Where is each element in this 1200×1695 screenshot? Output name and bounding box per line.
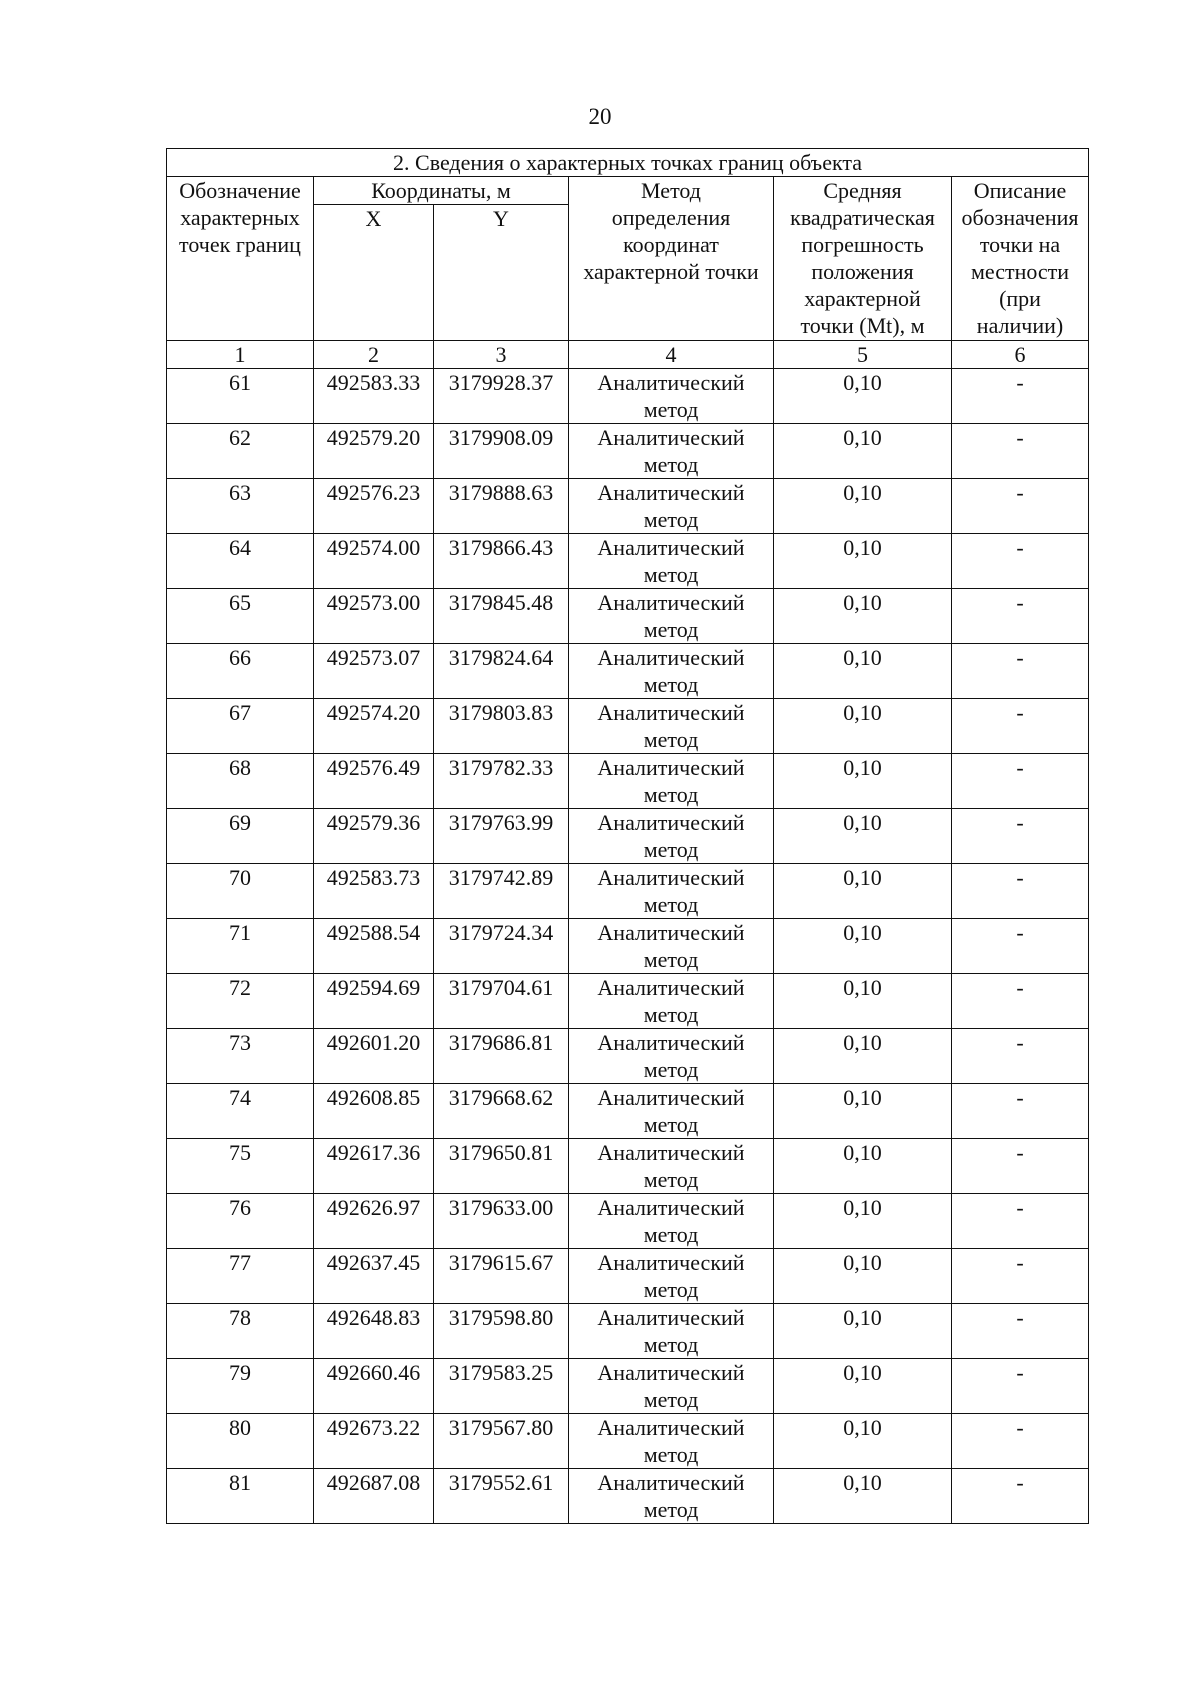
table-row	[167, 369, 1089, 424]
method-line: Аналитический	[597, 1360, 745, 1385]
header-description	[952, 177, 1089, 341]
method-line: метод	[643, 1387, 699, 1412]
method-line: Аналитический	[597, 810, 745, 835]
coord-x: 492576.23	[314, 479, 434, 534]
method-cell	[569, 479, 774, 534]
description-value: -	[952, 479, 1089, 534]
description-value: -	[952, 369, 1089, 424]
header-error-line: квадратическая	[790, 205, 935, 230]
error-value: 0,10	[774, 1084, 952, 1139]
method-line: метод	[643, 1497, 699, 1522]
coord-x: 492576.49	[314, 754, 434, 809]
description-value: -	[952, 1359, 1089, 1414]
header-error-line: характерной	[804, 286, 921, 311]
coord-y: 3179598.80	[434, 1304, 569, 1359]
header-y: Y	[434, 205, 569, 341]
table-row	[167, 1304, 1089, 1359]
description-value: -	[952, 1414, 1089, 1469]
header-description-line: наличии)	[976, 313, 1064, 338]
column-number: 2	[314, 341, 434, 369]
method-line: метод	[643, 1442, 699, 1467]
coord-y: 3179888.63	[434, 479, 569, 534]
error-value: 0,10	[774, 479, 952, 534]
error-value: 0,10	[774, 644, 952, 699]
table-row	[167, 1194, 1089, 1249]
point-id: 70	[167, 864, 314, 919]
method-line: Аналитический	[597, 370, 745, 395]
point-id: 81	[167, 1469, 314, 1524]
method-line: Аналитический	[597, 590, 745, 615]
description-value: -	[952, 754, 1089, 809]
description-value: -	[952, 424, 1089, 479]
coord-x: 492574.20	[314, 699, 434, 754]
coord-x: 492579.36	[314, 809, 434, 864]
method-line: Аналитический	[597, 920, 745, 945]
header-coordinates: Координаты, м	[314, 177, 569, 205]
header-method-line: характерной точки	[583, 259, 759, 284]
method-line: метод	[643, 562, 699, 587]
coord-y: 3179567.80	[434, 1414, 569, 1469]
method-cell	[569, 754, 774, 809]
header-method-line: определения	[611, 205, 731, 230]
method-line: метод	[643, 837, 699, 862]
table-title-row	[167, 149, 1089, 177]
boundary-points-table	[166, 148, 1089, 1524]
method-line: метод	[643, 782, 699, 807]
column-number: 5	[774, 341, 952, 369]
point-id: 66	[167, 644, 314, 699]
coord-y: 3179782.33	[434, 754, 569, 809]
point-id: 68	[167, 754, 314, 809]
method-line: Аналитический	[597, 535, 745, 560]
description-value: -	[952, 919, 1089, 974]
description-value: -	[952, 974, 1089, 1029]
coord-x: 492573.00	[314, 589, 434, 644]
error-value: 0,10	[774, 1359, 952, 1414]
description-value: -	[952, 809, 1089, 864]
method-cell	[569, 1084, 774, 1139]
method-line: Аналитический	[597, 700, 745, 725]
method-line: метод	[643, 727, 699, 752]
error-value: 0,10	[774, 1469, 952, 1524]
table-row	[167, 1029, 1089, 1084]
coord-y: 3179552.61	[434, 1469, 569, 1524]
method-line: метод	[643, 1002, 699, 1027]
description-value: -	[952, 1249, 1089, 1304]
coord-y: 3179704.61	[434, 974, 569, 1029]
header-description-line: местности	[970, 259, 1070, 284]
method-cell	[569, 1414, 774, 1469]
error-value: 0,10	[774, 809, 952, 864]
coord-x: 492617.36	[314, 1139, 434, 1194]
coord-x: 492573.07	[314, 644, 434, 699]
point-id: 71	[167, 919, 314, 974]
description-value: -	[952, 589, 1089, 644]
error-value: 0,10	[774, 974, 952, 1029]
coord-x: 492687.08	[314, 1469, 434, 1524]
error-value: 0,10	[774, 1414, 952, 1469]
method-line: метод	[643, 1277, 699, 1302]
table-row	[167, 1249, 1089, 1304]
method-line: метод	[643, 947, 699, 972]
header-method-line: Метод	[641, 178, 701, 203]
column-number: 4	[569, 341, 774, 369]
description-value: -	[952, 1139, 1089, 1194]
error-value: 0,10	[774, 589, 952, 644]
error-value: 0,10	[774, 919, 952, 974]
method-line: Аналитический	[597, 645, 745, 670]
header-method-line: координат	[623, 232, 719, 257]
method-cell	[569, 1139, 774, 1194]
page-number: 20	[588, 104, 612, 129]
coord-y: 3179824.64	[434, 644, 569, 699]
coord-x: 492583.33	[314, 369, 434, 424]
description-value: -	[952, 644, 1089, 699]
coord-x: 492637.45	[314, 1249, 434, 1304]
coord-x: 492608.85	[314, 1084, 434, 1139]
error-value: 0,10	[774, 864, 952, 919]
coord-y: 3179928.37	[434, 369, 569, 424]
method-cell	[569, 1029, 774, 1084]
point-id: 73	[167, 1029, 314, 1084]
description-value: -	[952, 1469, 1089, 1524]
point-id: 74	[167, 1084, 314, 1139]
header-description-line: (при	[999, 286, 1041, 311]
method-line: метод	[643, 1167, 699, 1192]
table-row	[167, 534, 1089, 589]
header-description-line: обозначения	[961, 205, 1079, 230]
coord-y: 3179650.81	[434, 1139, 569, 1194]
table-title: 2. Сведения о характерных точках границ объекта	[167, 149, 1089, 177]
error-value: 0,10	[774, 369, 952, 424]
method-line: Аналитический	[597, 425, 745, 450]
method-line: Аналитический	[597, 975, 745, 1000]
method-cell	[569, 974, 774, 1029]
column-number: 3	[434, 341, 569, 369]
coord-x: 492601.20	[314, 1029, 434, 1084]
point-id: 77	[167, 1249, 314, 1304]
header-description-line: Описание	[973, 178, 1067, 203]
method-cell	[569, 369, 774, 424]
table-row	[167, 699, 1089, 754]
method-line: метод	[643, 1222, 699, 1247]
header-method	[569, 177, 774, 341]
header-designation	[167, 177, 314, 341]
column-number: 1	[167, 341, 314, 369]
coord-x: 492588.54	[314, 919, 434, 974]
error-value: 0,10	[774, 1304, 952, 1359]
description-value: -	[952, 1194, 1089, 1249]
point-id: 67	[167, 699, 314, 754]
coord-x: 492583.73	[314, 864, 434, 919]
header-error-line: положения	[811, 259, 914, 284]
header-designation-line: характерных	[180, 205, 300, 230]
method-line: Аналитический	[597, 1085, 745, 1110]
error-value: 0,10	[774, 1194, 952, 1249]
coord-y: 3179742.89	[434, 864, 569, 919]
table-row	[167, 1414, 1089, 1469]
method-line: метод	[643, 452, 699, 477]
point-id: 79	[167, 1359, 314, 1414]
point-id: 78	[167, 1304, 314, 1359]
header-error	[774, 177, 952, 341]
coord-y: 3179908.09	[434, 424, 569, 479]
header-description-line: точки на	[979, 232, 1061, 257]
table-row	[167, 424, 1089, 479]
description-value: -	[952, 534, 1089, 589]
coord-y: 3179668.62	[434, 1084, 569, 1139]
table-row	[167, 479, 1089, 534]
coord-y: 3179583.25	[434, 1359, 569, 1414]
method-line: метод	[643, 617, 699, 642]
header-error-line: погрешность	[801, 232, 924, 257]
description-value: -	[952, 699, 1089, 754]
method-line: метод	[643, 672, 699, 697]
table-row	[167, 1084, 1089, 1139]
coord-y: 3179686.81	[434, 1029, 569, 1084]
method-line: Аналитический	[597, 1415, 745, 1440]
point-id: 80	[167, 1414, 314, 1469]
coord-x: 492673.22	[314, 1414, 434, 1469]
point-id: 64	[167, 534, 314, 589]
method-cell	[569, 589, 774, 644]
method-line: Аналитический	[597, 1140, 745, 1165]
point-id: 76	[167, 1194, 314, 1249]
method-cell	[569, 1194, 774, 1249]
point-id: 62	[167, 424, 314, 479]
error-value: 0,10	[774, 424, 952, 479]
error-value: 0,10	[774, 1139, 952, 1194]
method-line: метод	[643, 397, 699, 422]
coord-x: 492579.20	[314, 424, 434, 479]
coord-y: 3179866.43	[434, 534, 569, 589]
table-row	[167, 1469, 1089, 1524]
table-row	[167, 644, 1089, 699]
table-row	[167, 974, 1089, 1029]
method-line: метод	[643, 507, 699, 532]
method-line: Аналитический	[597, 480, 745, 505]
error-value: 0,10	[774, 754, 952, 809]
column-number: 6	[952, 341, 1089, 369]
header-x: X	[314, 205, 434, 341]
header-row-1	[167, 177, 1089, 205]
method-line: метод	[643, 1112, 699, 1137]
column-numbers-row	[167, 341, 1089, 369]
coord-x: 492660.46	[314, 1359, 434, 1414]
method-cell	[569, 534, 774, 589]
method-cell	[569, 1304, 774, 1359]
table-row	[167, 1139, 1089, 1194]
coord-x: 492574.00	[314, 534, 434, 589]
point-id: 61	[167, 369, 314, 424]
method-line: метод	[643, 1057, 699, 1082]
point-id: 65	[167, 589, 314, 644]
point-id: 63	[167, 479, 314, 534]
point-id: 75	[167, 1139, 314, 1194]
error-value: 0,10	[774, 534, 952, 589]
method-cell	[569, 644, 774, 699]
method-cell	[569, 1249, 774, 1304]
coord-y: 3179633.00	[434, 1194, 569, 1249]
coord-x: 492594.69	[314, 974, 434, 1029]
table-row	[167, 1359, 1089, 1414]
coord-y: 3179803.83	[434, 699, 569, 754]
method-cell	[569, 1469, 774, 1524]
header-designation-line: точек границ	[179, 232, 301, 257]
method-line: Аналитический	[597, 1195, 745, 1220]
description-value: -	[952, 1029, 1089, 1084]
table-row	[167, 864, 1089, 919]
description-value: -	[952, 1084, 1089, 1139]
method-line: Аналитический	[597, 865, 745, 890]
coord-x: 492648.83	[314, 1304, 434, 1359]
table-row	[167, 809, 1089, 864]
method-line: Аналитический	[597, 1470, 745, 1495]
method-cell	[569, 809, 774, 864]
coord-y: 3179763.99	[434, 809, 569, 864]
coord-y: 3179845.48	[434, 589, 569, 644]
method-line: Аналитический	[597, 1030, 745, 1055]
point-id: 69	[167, 809, 314, 864]
error-value: 0,10	[774, 1029, 952, 1084]
method-cell	[569, 424, 774, 479]
method-line: Аналитический	[597, 755, 745, 780]
table-row	[167, 919, 1089, 974]
description-value: -	[952, 864, 1089, 919]
method-line: Аналитический	[597, 1305, 745, 1330]
method-cell	[569, 1359, 774, 1414]
method-line: Аналитический	[597, 1250, 745, 1275]
header-error-line: Средняя	[823, 178, 902, 203]
table-row	[167, 589, 1089, 644]
method-cell	[569, 919, 774, 974]
coord-y: 3179724.34	[434, 919, 569, 974]
header-designation-line: Обозначение	[179, 178, 301, 203]
method-line: метод	[643, 1332, 699, 1357]
method-line: метод	[643, 892, 699, 917]
coord-y: 3179615.67	[434, 1249, 569, 1304]
table-row	[167, 754, 1089, 809]
error-value: 0,10	[774, 1249, 952, 1304]
coord-x: 492626.97	[314, 1194, 434, 1249]
method-cell	[569, 864, 774, 919]
error-value: 0,10	[774, 699, 952, 754]
method-cell	[569, 699, 774, 754]
point-id: 72	[167, 974, 314, 1029]
header-error-line: точки (Mt), м	[800, 313, 925, 338]
description-value: -	[952, 1304, 1089, 1359]
